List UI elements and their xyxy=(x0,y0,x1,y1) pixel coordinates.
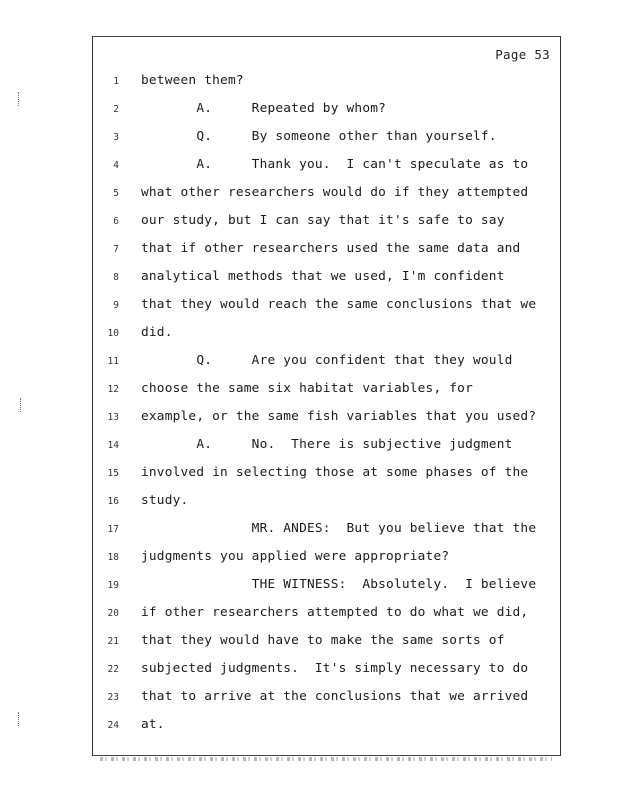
line-text: if other researchers attempted to do what we did, xyxy=(141,605,529,620)
transcript-line xyxy=(93,549,560,569)
line-number: 13 xyxy=(107,412,119,423)
line-number: 1 xyxy=(113,76,119,87)
line-text: Q. Are you confident that they would xyxy=(141,353,513,368)
line-number: 7 xyxy=(113,244,119,255)
footer-scan-noise xyxy=(100,757,552,761)
line-text: judgments you applied were appropriate? xyxy=(141,549,450,564)
line-text: our study, but I can say that it's safe to say xyxy=(141,213,505,228)
line-text: that they would reach the same conclusions that we xyxy=(141,297,537,312)
transcript-line xyxy=(93,129,560,149)
transcript-line xyxy=(93,157,560,177)
line-number: 15 xyxy=(107,468,119,479)
line-number: 10 xyxy=(107,328,119,339)
line-text: A. Repeated by whom? xyxy=(141,101,387,116)
line-text: Q. By someone other than yourself. xyxy=(141,129,497,144)
transcript-line xyxy=(93,633,560,653)
line-number: 19 xyxy=(107,580,119,591)
margin-mark xyxy=(18,92,22,106)
line-number: 23 xyxy=(107,692,119,703)
line-number: 18 xyxy=(107,552,119,563)
line-text: A. Thank you. I can't speculate as to xyxy=(141,157,529,172)
line-text: that if other researchers used the same data and xyxy=(141,241,521,256)
line-number: 17 xyxy=(107,524,119,535)
line-text: analytical methods that we used, I'm confident xyxy=(141,269,505,284)
line-number: 9 xyxy=(113,300,119,311)
line-text: choose the same six habitat variables, for xyxy=(141,381,473,396)
line-number: 12 xyxy=(107,384,119,395)
line-text: study. xyxy=(141,493,189,508)
line-text: what other researchers would do if they attempted xyxy=(141,185,529,200)
margin-mark xyxy=(20,398,24,412)
line-number: 20 xyxy=(107,608,119,619)
transcript-line xyxy=(93,465,560,485)
transcript-line xyxy=(93,297,560,317)
transcript-line xyxy=(93,269,560,289)
transcript-line xyxy=(93,409,560,429)
margin-mark xyxy=(18,712,22,726)
line-number: 6 xyxy=(113,216,119,227)
transcript-page xyxy=(92,36,561,756)
line-number: 8 xyxy=(113,272,119,283)
line-number: 21 xyxy=(107,636,119,647)
line-number: 22 xyxy=(107,664,119,675)
line-number: 2 xyxy=(113,104,119,115)
transcript-line xyxy=(93,493,560,513)
transcript-line xyxy=(93,325,560,345)
line-number: 16 xyxy=(107,496,119,507)
line-text: at. xyxy=(141,717,165,732)
line-text: subjected judgments. It's simply necessary to do xyxy=(141,661,529,676)
line-text: THE WITNESS: Absolutely. I believe xyxy=(141,577,537,592)
transcript-line xyxy=(93,717,560,737)
transcript-line xyxy=(93,661,560,681)
line-number: 14 xyxy=(107,440,119,451)
transcript-line xyxy=(93,73,560,93)
transcript-line xyxy=(93,605,560,625)
line-number: 24 xyxy=(107,720,119,731)
line-text: involved in selecting those at some phases of the xyxy=(141,465,529,480)
line-text: did. xyxy=(141,325,173,340)
line-text: between them? xyxy=(141,73,244,88)
transcript-line xyxy=(93,437,560,457)
line-text: MR. ANDES: But you believe that the xyxy=(141,521,537,536)
transcript-line xyxy=(93,101,560,121)
transcript-line xyxy=(93,689,560,709)
transcript-line xyxy=(93,577,560,597)
line-number: 4 xyxy=(113,160,119,171)
line-number: 3 xyxy=(113,132,119,143)
transcript-line xyxy=(93,521,560,541)
line-number: 11 xyxy=(107,356,119,367)
transcript-line xyxy=(93,353,560,373)
line-text: that to arrive at the conclusions that we arrived xyxy=(141,689,529,704)
line-number: 5 xyxy=(113,188,119,199)
transcript-line xyxy=(93,381,560,401)
transcript-line xyxy=(93,241,560,261)
line-text: example, or the same fish variables that you used? xyxy=(141,409,537,424)
page-number: Page 53 xyxy=(495,47,550,62)
line-text: A. No. There is subjective judgment xyxy=(141,437,513,452)
transcript-line xyxy=(93,213,560,233)
line-text: that they would have to make the same sorts of xyxy=(141,633,505,648)
transcript-line xyxy=(93,185,560,205)
